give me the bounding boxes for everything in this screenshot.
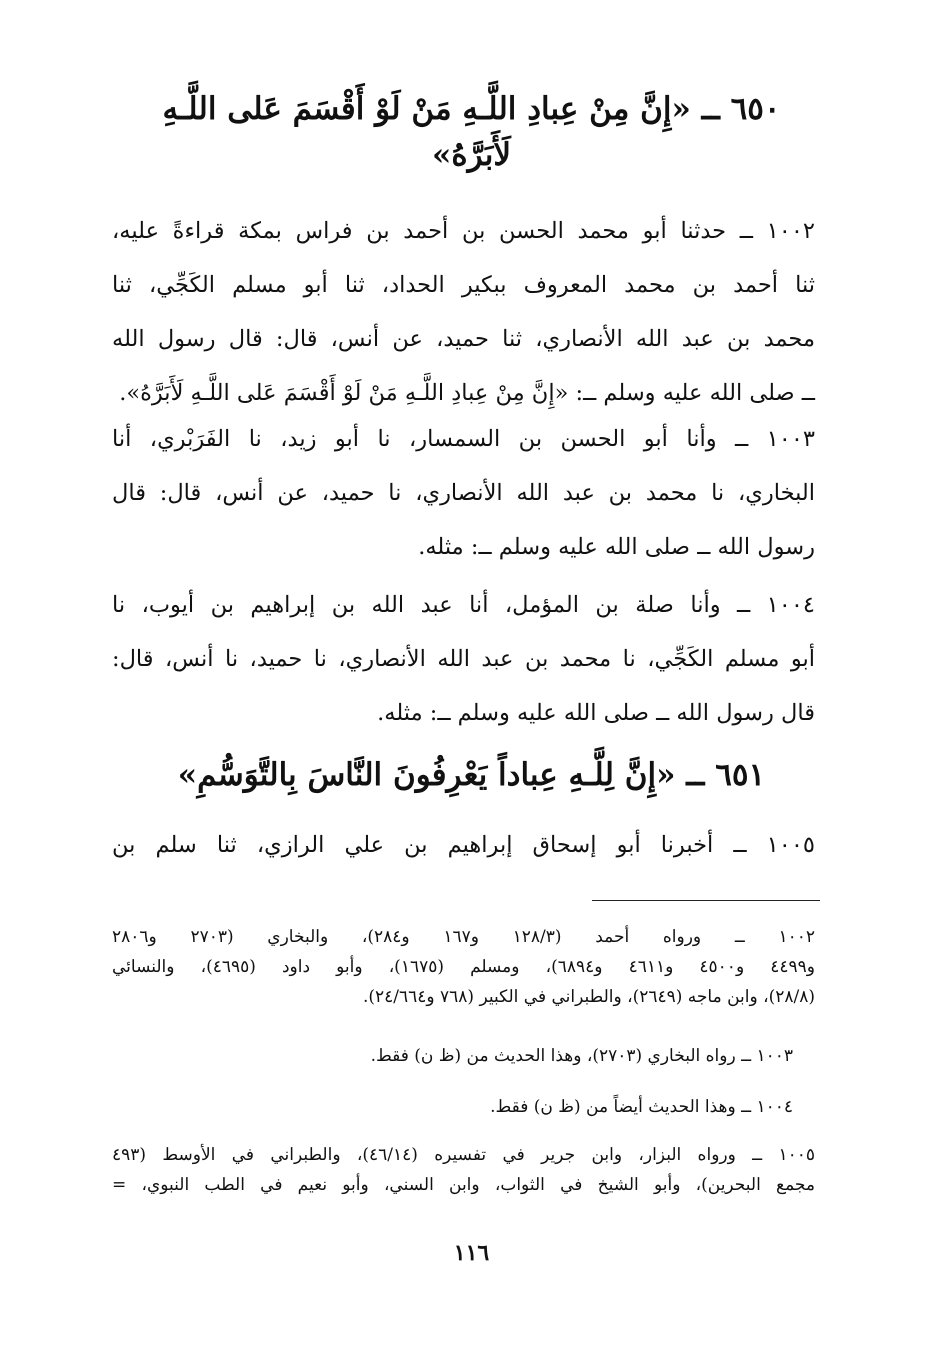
footnote-line: و٤٤٩٩ و٤٥٠٠ و٤٦١١ و٦٨٩٤)، ومسلم (١٦٧٥)، وأبو داود (٤٦٩٥)، والنسائي <box>112 957 815 977</box>
footnote-1002 <box>112 922 815 1012</box>
paragraph-line: ١٠٠٤ ــ وأنا صلة بن المؤمل، أنا عبد الله بن إبراهيم بن أيوب، نا <box>112 592 815 618</box>
heading-650-line-2: لَأَبَرَّهُ» <box>431 137 512 173</box>
hadith-heading-651 <box>150 752 793 798</box>
heading-650-line-1: ٦٥٠ ــ «إِنَّ مِنْ عِبادِ اللَّـهِ مَنْ لَوْ أَقْسَمَ عَلى اللَّـهِ <box>162 91 781 127</box>
paragraph-line: أبو مسلم الكَجِّي، نا محمد بن عبد الله الأنصاري، نا حميد، نا أنس، قال: <box>112 646 815 672</box>
footnote-1005 <box>112 1140 815 1200</box>
footnote-1004 <box>112 1092 793 1122</box>
page-number: ١١٦ <box>453 1240 490 1266</box>
footnote-divider <box>592 900 820 901</box>
footnote-line: مجمع البحرين)، وأبو الشيخ في الثواب، وابن السني، وأبو نعيم في الطب النبوي، = <box>112 1175 815 1195</box>
paragraph-1004 <box>112 578 815 740</box>
paragraph-line: رسول الله ــ صلى الله عليه وسلم ــ: مثله. <box>418 534 815 560</box>
footnote-line: ١٠٠٥ ــ ورواه البزار، وابن جرير في تفسيره (٤٦/١٤)، والطبراني في الأوسط (٤٩٣ <box>112 1145 815 1165</box>
paragraph-line: ثنا أحمد بن محمد المعروف ببكير الحداد، ثنا أبو مسلم الكَجِّي، ثنا <box>112 272 815 298</box>
heading-651-line-1: ٦٥١ ــ «إِنَّ لِلَّـهِ عِباداً يَعْرِفُونَ النَّاسَ بِالتَّوَسُّمِ» <box>177 757 766 793</box>
paragraph-line: ١٠٠٣ ــ وأنا أبو الحسن بن السمسار، نا أبو زيد، نا الفَرَبْري، أنا <box>112 426 815 452</box>
paragraph-line: محمد بن عبد الله الأنصاري، ثنا حميد، عن أنس، قال: قال رسول الله <box>112 326 815 352</box>
paragraph-line: ــ صلى الله عليه وسلم ــ: «إِنَّ مِنْ عِبادِ اللَّـهِ مَنْ لَوْ أَقْسَمَ عَلى اللَّـهِ لَأَبَرَّهُ». <box>119 380 815 406</box>
paragraph-1005 <box>112 818 815 872</box>
paragraph-1003 <box>112 412 815 574</box>
footnote-line: ١٠٠٣ ــ رواه البخاري (٢٧٠٣)، وهذا الحديث من (ظ ن) فقط. <box>370 1046 793 1066</box>
paragraph-line: ١٠٠٥ ــ أخبرنا أبو إسحاق إبراهيم بن علي الرازي، ثنا سلم بن <box>112 832 815 858</box>
paragraph-line: قال رسول الله ــ صلى الله عليه وسلم ــ: مثله. <box>377 700 815 726</box>
footnote-line: ١٠٠٢ ــ ورواه أحمد (١٢٨/٣ و١٦٧ و٢٨٤)، والبخاري (٢٧٠٣ و٢٨٠٦ <box>112 927 815 947</box>
paragraph-line: البخاري، نا محمد بن عبد الله الأنصاري، نا حميد، عن أنس، قال: قال <box>112 480 815 506</box>
footnote-line: (٢٨/٨)، وابن ماجه (٢٦٤٩)، والطبراني في الكبير (٧٦٨ و٢٤/٦٦٤). <box>362 987 815 1007</box>
footnote-1003 <box>112 1041 793 1071</box>
paragraph-line: ١٠٠٢ ــ حدثنا أبو محمد الحسن بن أحمد بن فراس بمكة قراءةً عليه، <box>112 218 815 244</box>
paragraph-1002 <box>112 204 815 420</box>
hadith-heading-650 <box>150 86 793 178</box>
footnote-line: ١٠٠٤ ــ وهذا الحديث أيضاً من (ظ ن) فقط. <box>490 1097 793 1117</box>
